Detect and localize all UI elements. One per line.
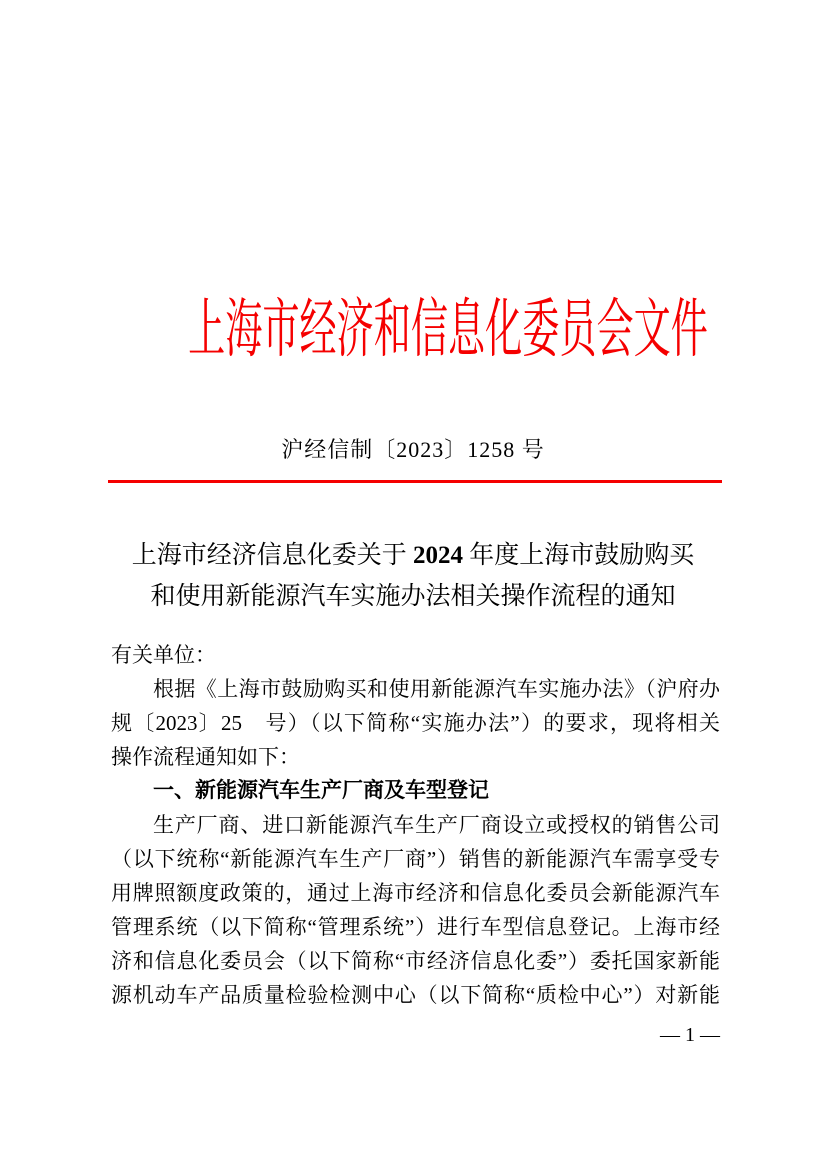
agency-red-header	[0, 292, 826, 368]
notice-title-line2: 和使用新能源汽车实施办法相关操作流程的通知	[150, 583, 676, 610]
body-line: 操作流程通知如下：	[111, 745, 300, 769]
body-line: 生产厂商、进口新能源汽车生产厂商设立或授权的销售公司	[153, 813, 720, 837]
body-line: 规〔2023〕25 号）（以下简称“实施办法”）的要求，现将相关	[111, 711, 720, 735]
body-line: （以下统称“新能源汽车生产厂商”）销售的新能源汽车需享受专	[111, 847, 720, 871]
notice-title-year: 2024	[413, 542, 463, 569]
salutation-line: 有关单位：	[111, 643, 216, 667]
red-separator-rule	[108, 480, 722, 483]
body-line: 管理系统（以下简称“管理系统”）进行车型信息登记。上海市经	[111, 915, 720, 939]
body-line: 济和信息化委员会（以下简称“市经济信息化委”）委托国家新能	[111, 949, 720, 973]
notice-title-line1	[105, 535, 721, 576]
page-number: — 1 —	[660, 1024, 720, 1046]
agency-red-header-text: 上海市经济和信息化委员会文件	[188, 294, 708, 365]
section-heading: 一、新能源汽车生产厂商及车型登记	[153, 779, 489, 802]
body-line: 源机动车产品质量检验检测中心（以下简称“质检中心”）对新能	[111, 983, 720, 1007]
body-text	[111, 638, 720, 1012]
body-line: 根据《上海市鼓励购买和使用新能源汽车实施办法》（沪府办	[153, 677, 720, 701]
notice-title-line1-pre: 上海市经济信息化委关于	[131, 542, 413, 569]
notice-title	[105, 535, 721, 617]
body-line: 用牌照额度政策的，通过上海市经济和信息化委员会新能源汽车	[111, 881, 720, 905]
notice-title-line1-post: 年度上海市鼓励购买	[463, 542, 695, 569]
document-number: 沪经信制〔2023〕1258 号	[281, 437, 545, 462]
